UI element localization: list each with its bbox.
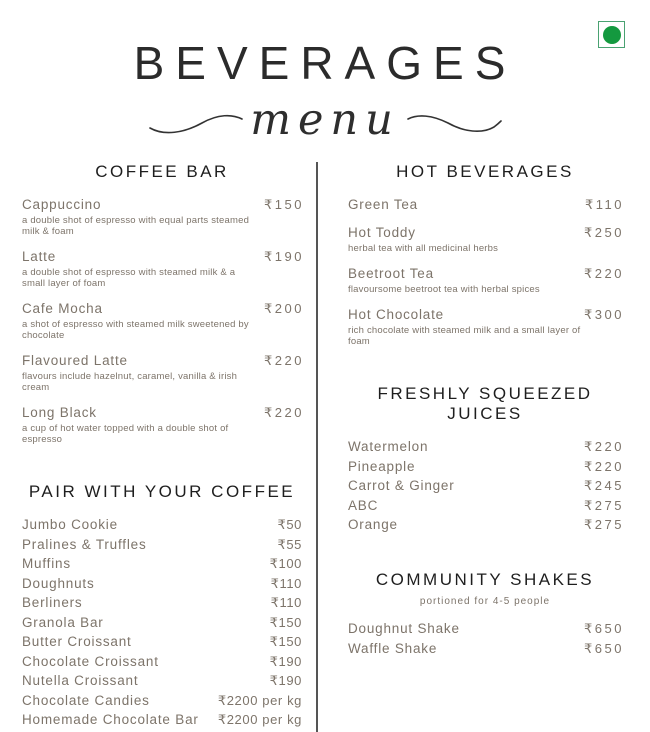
item-price: ₹2200 per kg [217, 712, 302, 727]
menu-item [22, 301, 302, 341]
veg-indicator-badge [598, 21, 625, 48]
menu-item [22, 353, 302, 393]
item-name: Chocolate Candies [22, 692, 150, 708]
item-row [348, 498, 622, 514]
item-price: ₹650 [584, 621, 624, 636]
item-price: ₹190 [269, 653, 302, 669]
item-name: Hot Toddy [348, 225, 416, 240]
section-title: PAIR WITH YOUR COFFEE [28, 482, 296, 501]
item-name: Orange [348, 517, 398, 532]
right-column [318, 162, 628, 732]
menu-item [348, 498, 622, 514]
item-row [22, 556, 302, 572]
item-price: ₹220 [584, 458, 624, 474]
item-name: Hot Chocolate [348, 307, 444, 322]
item-name: Flavoured Latte [22, 353, 128, 368]
item-price: ₹220 [584, 439, 624, 454]
item-description: a cup of hot water topped with a double shot of espresso [22, 423, 229, 445]
item-price: ₹2200 per kg [217, 692, 302, 708]
item-name: Watermelon [348, 439, 429, 454]
menu-item [348, 517, 622, 533]
item-name: Chocolate Croissant [22, 653, 159, 669]
section-title: COFFEE BAR [95, 162, 229, 181]
item-price: ₹650 [584, 640, 624, 656]
item-row [22, 595, 302, 611]
menu-item [22, 556, 302, 572]
item-price: ₹220 [264, 353, 304, 368]
menu-item [22, 634, 302, 650]
item-row [348, 266, 622, 282]
item-row [22, 301, 302, 317]
item-name: Muffins [22, 556, 71, 571]
item-price: ₹190 [264, 249, 304, 264]
item-name: Doughnuts [22, 575, 95, 591]
menu-item [348, 439, 622, 455]
item-price: ₹100 [269, 556, 302, 571]
menu-item [22, 712, 302, 728]
menu-item [22, 595, 302, 611]
menu-item [22, 405, 302, 445]
menu-script-subtitle: menu [250, 95, 400, 145]
flourish-right-icon [406, 103, 502, 137]
item-name: Waffle Shake [348, 640, 438, 656]
item-description: flavoursome beetroot tea with herbal spices [348, 284, 540, 295]
item-row [348, 439, 622, 455]
item-row [348, 225, 622, 241]
menu-section [22, 162, 302, 445]
item-price: ₹300 [584, 307, 624, 322]
item-description: rich chocolate with steamed milk and a small layer of foam [348, 325, 581, 347]
item-row [348, 197, 622, 213]
menu-header [0, 0, 650, 148]
item-price: ₹220 [264, 405, 304, 420]
item-name: Doughnut Shake [348, 621, 460, 636]
item-price: ₹110 [270, 595, 302, 610]
item-price: ₹150 [269, 634, 302, 649]
menu-item [348, 225, 622, 254]
item-row [22, 693, 302, 709]
item-name: ABC [348, 497, 379, 513]
item-name: Cafe Mocha [22, 301, 103, 316]
menu-item [22, 576, 302, 592]
item-name: Granola Bar [22, 614, 104, 630]
item-price: ₹50 [277, 517, 302, 532]
item-price: ₹250 [584, 225, 624, 240]
menu-item [22, 615, 302, 631]
menu-item [348, 621, 622, 637]
item-price: ₹110 [585, 197, 624, 212]
item-row [348, 307, 622, 323]
item-description: flavours include hazelnut, caramel, vanilla & irish cream [22, 371, 238, 393]
item-name: Pralines & Truffles [22, 536, 147, 552]
item-row [348, 621, 622, 637]
item-row [22, 197, 302, 213]
item-description: a shot of espresso with steamed milk sweetened by chocolate [22, 319, 249, 341]
item-price: ₹275 [584, 497, 624, 513]
menu-columns [0, 162, 650, 732]
item-row [22, 576, 302, 592]
section-subtitle: portioned for 4-5 people [419, 596, 551, 607]
item-row [22, 673, 302, 689]
menu-item [348, 478, 622, 494]
menu-section [348, 384, 622, 533]
item-name: Butter Croissant [22, 634, 132, 649]
section-title: FRESHLY SQUEEZED JUICES [377, 384, 593, 423]
item-row [22, 537, 302, 553]
item-price: ₹150 [264, 197, 304, 212]
item-description: herbal tea with all medicinal herbs [348, 243, 499, 254]
section-title: HOT BEVERAGES [396, 162, 574, 181]
flourish-left-icon [148, 103, 244, 137]
item-price: ₹55 [277, 536, 302, 552]
item-price: ₹150 [269, 614, 302, 630]
item-row [22, 249, 302, 265]
item-row [22, 405, 302, 421]
menu-item [348, 266, 622, 295]
menu-section [348, 570, 622, 657]
item-row [348, 641, 622, 657]
item-name: Beetroot Tea [348, 266, 434, 281]
item-row [348, 459, 622, 475]
menu-item [22, 197, 302, 237]
menu-item [348, 307, 622, 347]
item-price: ₹220 [584, 266, 624, 281]
item-name: Carrot & Ginger [348, 478, 455, 493]
menu-item [22, 654, 302, 670]
menu-item [22, 517, 302, 533]
item-price: ₹245 [584, 478, 624, 493]
item-name: Latte [22, 249, 57, 264]
item-price: ₹200 [264, 301, 304, 316]
menu-item [22, 673, 302, 689]
item-name: Pineapple [348, 458, 416, 474]
item-name: Homemade Chocolate Bar [22, 712, 199, 727]
item-row [348, 478, 622, 494]
menu-script-row [0, 92, 650, 148]
item-row [22, 615, 302, 631]
menu-item [22, 249, 302, 289]
menu-item [22, 537, 302, 553]
item-name: Cappuccino [22, 197, 102, 212]
item-row [22, 712, 302, 728]
menu-section [22, 482, 302, 728]
menu-item [22, 693, 302, 709]
item-row [22, 654, 302, 670]
menu-item [348, 197, 622, 213]
item-name: Jumbo Cookie [22, 517, 118, 532]
item-description: a double shot of espresso with equal parts steamed milk & foam [22, 215, 250, 237]
item-name: Berliners [22, 595, 83, 610]
section-title: COMMUNITY SHAKES [375, 570, 595, 589]
item-price: ₹190 [269, 673, 302, 688]
item-name: Long Black [22, 405, 97, 420]
item-description: a double shot of espresso with steamed milk & a small layer of foam [22, 267, 236, 289]
item-row [22, 517, 302, 533]
item-price: ₹275 [584, 517, 624, 532]
item-row [348, 517, 622, 533]
item-name: Green Tea [348, 197, 418, 212]
menu-item [348, 459, 622, 475]
item-price: ₹110 [270, 575, 302, 591]
item-row [22, 634, 302, 650]
left-column [22, 162, 316, 732]
veg-dot-icon [603, 26, 621, 44]
item-row [22, 353, 302, 369]
menu-section [348, 162, 622, 347]
item-name: Nutella Croissant [22, 673, 139, 688]
page-title: BEVERAGES [133, 37, 517, 89]
menu-item [348, 641, 622, 657]
